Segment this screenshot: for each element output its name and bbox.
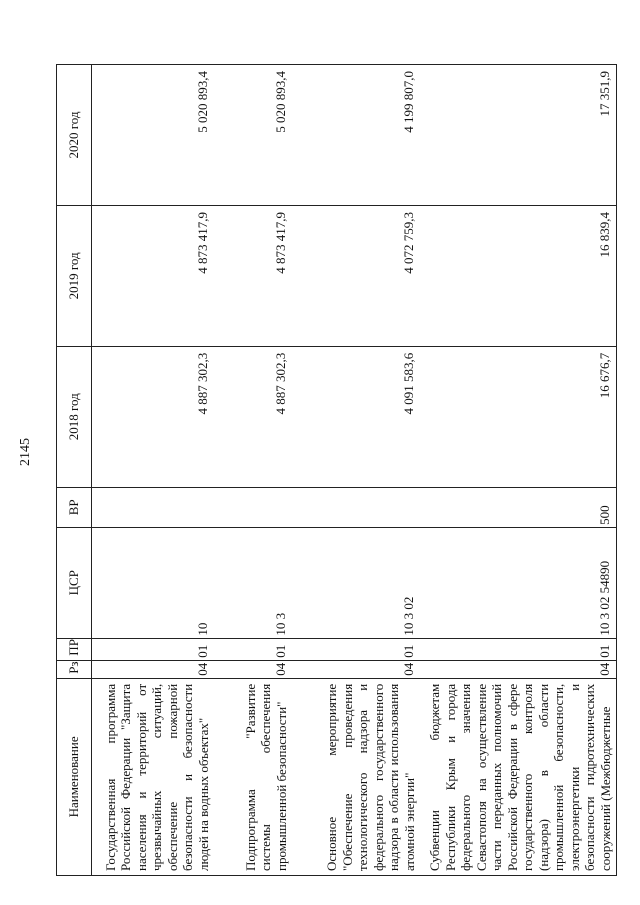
row-name: Государственная программа Российской Федерации "Защита населения и территорий от чрезвычайных ситуаций, обеспечение пожарной безопасности и безопасности людей на водных объектах" xyxy=(92,678,215,875)
header-2020: 2020 год xyxy=(57,65,92,206)
row-name: Субвенции бюджетам Республики Крым и города федерального значения Севастополя на осуществление части переданных полномочий Российской Федерации в сфере государственного контроля (надзора) в области промышленной безопасности, электроэнергетики и безопасности гидротехнических сооружений (Межбюджетные xyxy=(420,678,617,875)
row-vr xyxy=(292,487,420,527)
row-rz: 04 xyxy=(92,660,215,678)
row-2018: 16 676,7 xyxy=(420,346,617,487)
row-rz: 04 xyxy=(420,660,617,678)
row-pr: 01 xyxy=(214,638,292,660)
header-vr: ВР xyxy=(57,487,92,527)
page-number: 2145 xyxy=(18,438,33,466)
row-2018: 4 887 302,3 xyxy=(214,346,292,487)
header-2018: 2018 год xyxy=(57,346,92,487)
row-pr: 01 xyxy=(92,638,215,660)
header-name: Наименование xyxy=(57,678,92,875)
row-vr xyxy=(214,487,292,527)
row-2020: 4 199 807,0 xyxy=(292,65,420,206)
row-2020: 5 020 893,4 xyxy=(92,65,215,206)
row-2018: 4 887 302,3 xyxy=(92,346,215,487)
row-name: Основное мероприятие "Обеспечение проведения технологического надзора и федерального государственного надзора в области использования атомной энергии" xyxy=(292,678,420,875)
row-vr: 500 xyxy=(420,487,617,527)
table-row xyxy=(92,65,215,876)
row-name: Подпрограмма "Развитие системы обеспечения промышленной безопасности" xyxy=(214,678,292,875)
row-csr: 10 3 02 54890 xyxy=(420,527,617,638)
row-csr: 10 3 xyxy=(214,527,292,638)
row-2019: 16 839,4 xyxy=(420,205,617,346)
header-pr: ПР xyxy=(57,638,92,660)
row-pr: 01 xyxy=(420,638,617,660)
header-2019: 2019 год xyxy=(57,205,92,346)
budget-table xyxy=(56,64,617,876)
row-2020: 17 351,9 xyxy=(420,65,617,206)
header-csr: ЦСР xyxy=(57,527,92,638)
table-row xyxy=(292,65,420,876)
row-rz: 04 xyxy=(292,660,420,678)
row-2019: 4 873 417,9 xyxy=(92,205,215,346)
row-rz: 04 xyxy=(214,660,292,678)
budget-table-rotated xyxy=(56,64,613,876)
table-header-row xyxy=(57,65,92,876)
header-rz: Рз xyxy=(57,660,92,678)
row-csr: 10 3 02 xyxy=(292,527,420,638)
table-row xyxy=(420,65,617,876)
row-csr: 10 xyxy=(92,527,215,638)
row-2018: 4 091 583,6 xyxy=(292,346,420,487)
row-vr xyxy=(92,487,215,527)
row-pr: 01 xyxy=(292,638,420,660)
row-2020: 5 020 893,4 xyxy=(214,65,292,206)
row-2019: 4 873 417,9 xyxy=(214,205,292,346)
row-2019: 4 072 759,3 xyxy=(292,205,420,346)
table-row xyxy=(214,65,292,876)
